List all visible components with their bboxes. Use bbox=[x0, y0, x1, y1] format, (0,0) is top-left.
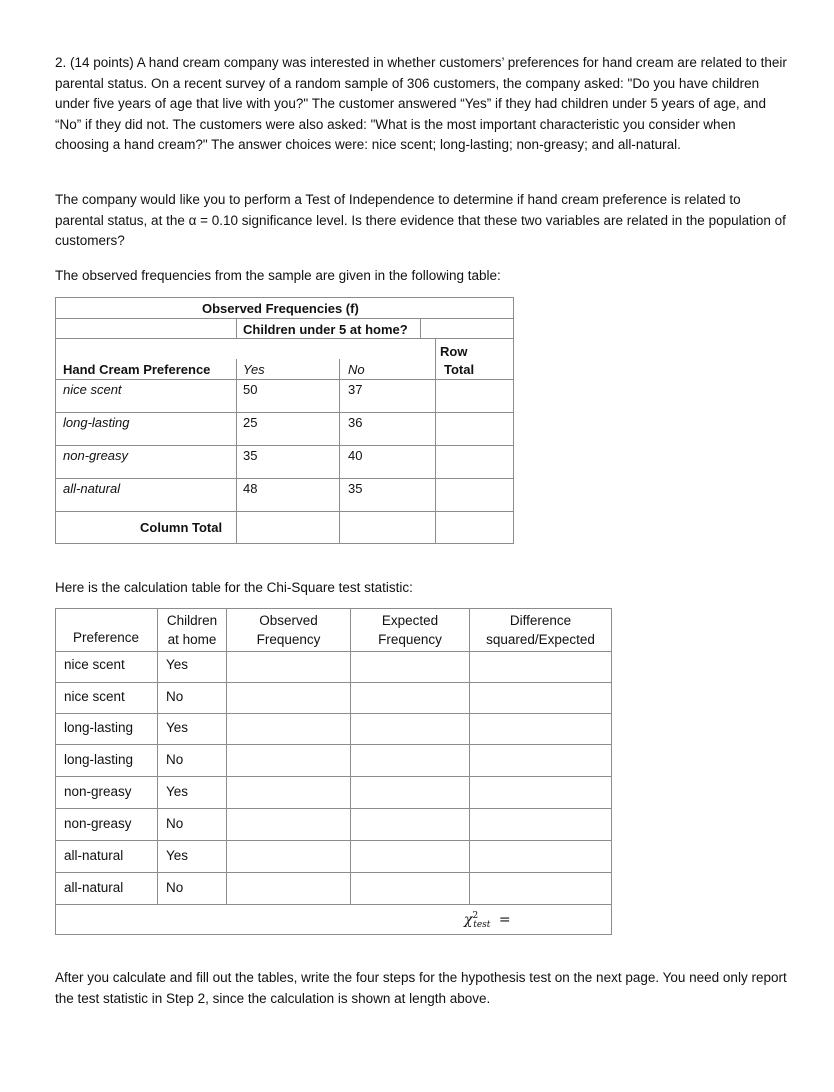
observed-intro: The observed frequencies from the sample are given in the following table: bbox=[55, 268, 501, 283]
obs-cell-yes: 35 bbox=[243, 448, 258, 463]
chi-row-preference: nice scent bbox=[64, 657, 125, 672]
col-no-header: No bbox=[348, 362, 365, 377]
obs-cell-no: 37 bbox=[348, 382, 363, 397]
obs-cell-no: 35 bbox=[348, 481, 363, 496]
obs-row-label: all-natural bbox=[63, 481, 121, 496]
column-total-label: Column Total bbox=[140, 520, 223, 535]
children-at-home-header: Children at home bbox=[166, 613, 218, 647]
difference-squared-expected-header: Difference squared/Expected bbox=[486, 613, 595, 647]
chi-row-preference: long-lasting bbox=[64, 752, 134, 767]
obs-cell-yes: 25 bbox=[243, 415, 258, 430]
test-instructions: The company would like you to perform a Test of Independence to determine if hand cream preference is related to parental status, at the α = 0.10 significance level. Is there evidence that these two variables are related in the population of customers? bbox=[55, 192, 786, 248]
chi-square-intro: Here is the calculation table for the Chi-Square test statistic: bbox=[55, 580, 413, 595]
chi-row-preference: non-greasy bbox=[64, 784, 132, 799]
obs-row-label: nice scent bbox=[63, 382, 122, 397]
col-yes-header: Yes bbox=[243, 362, 265, 377]
chi-row-children: Yes bbox=[166, 720, 189, 735]
chi-row-children: No bbox=[166, 752, 184, 767]
observed-frequencies-table bbox=[55, 297, 514, 544]
expected-frequency-header: Expected Frequency bbox=[378, 613, 442, 647]
obs-cell-no: 40 bbox=[348, 448, 363, 463]
row-total-header-2: Total bbox=[444, 362, 475, 377]
observed-table-subtitle: Children under 5 at home? bbox=[243, 322, 408, 337]
problem-statement: 2. (14 points) A hand cream company was interested in whether customers’ preferences for hand cream are related to their parental status. On a recent survey of a random sample of 306 customers, the company asked: "Do you have children under five years of age that live with you?" The customer answered “Yes” if they had children under 5 years of age, and “No” if they did not. The customers were also asked: "What is the most important characteristic you consider when choosing a hand cream?" The answer choices were: nice scent; long-lasting; non-greasy; and all-natural. bbox=[55, 55, 787, 152]
chi-row-preference: all-natural bbox=[64, 848, 124, 863]
chi-row-children: Yes bbox=[166, 784, 189, 799]
next-page-instructions: After you calculate and fill out the tables, write the four steps for the hypothesis test on the next page. You need only report the test statistic in Step 2, since the calculation is shown at length above. bbox=[55, 970, 787, 1006]
chi-row-children: Yes bbox=[166, 848, 189, 863]
obs-row-label: long-lasting bbox=[63, 415, 130, 430]
observed-frequency-header: Observed Frequency bbox=[256, 613, 321, 647]
preference-header: Preference bbox=[73, 630, 140, 645]
obs-cell-yes: 48 bbox=[243, 481, 258, 496]
chi-square-calculation-table bbox=[55, 608, 612, 935]
chi-row-children: No bbox=[166, 880, 184, 895]
hand-cream-preference-header: Hand Cream Preference bbox=[63, 362, 211, 377]
chi-row-children: Yes bbox=[166, 657, 189, 672]
chi-row-preference: non-greasy bbox=[64, 816, 132, 831]
obs-cell-yes: 50 bbox=[243, 382, 258, 397]
chi-row-children: No bbox=[166, 816, 184, 831]
chi-row-preference: all-natural bbox=[64, 880, 124, 895]
chi-square-test-statistic: $\chi^2_{test}$ = bbox=[464, 911, 511, 930]
row-total-header-1: Row bbox=[440, 344, 468, 359]
obs-cell-no: 36 bbox=[348, 415, 363, 430]
chi-row-preference: long-lasting bbox=[64, 720, 134, 735]
observed-table-title: Observed Frequencies (f) bbox=[202, 301, 359, 316]
obs-row-label: non-greasy bbox=[63, 448, 129, 463]
chi-row-preference: nice scent bbox=[64, 689, 125, 704]
chi-row-children: No bbox=[166, 689, 184, 704]
